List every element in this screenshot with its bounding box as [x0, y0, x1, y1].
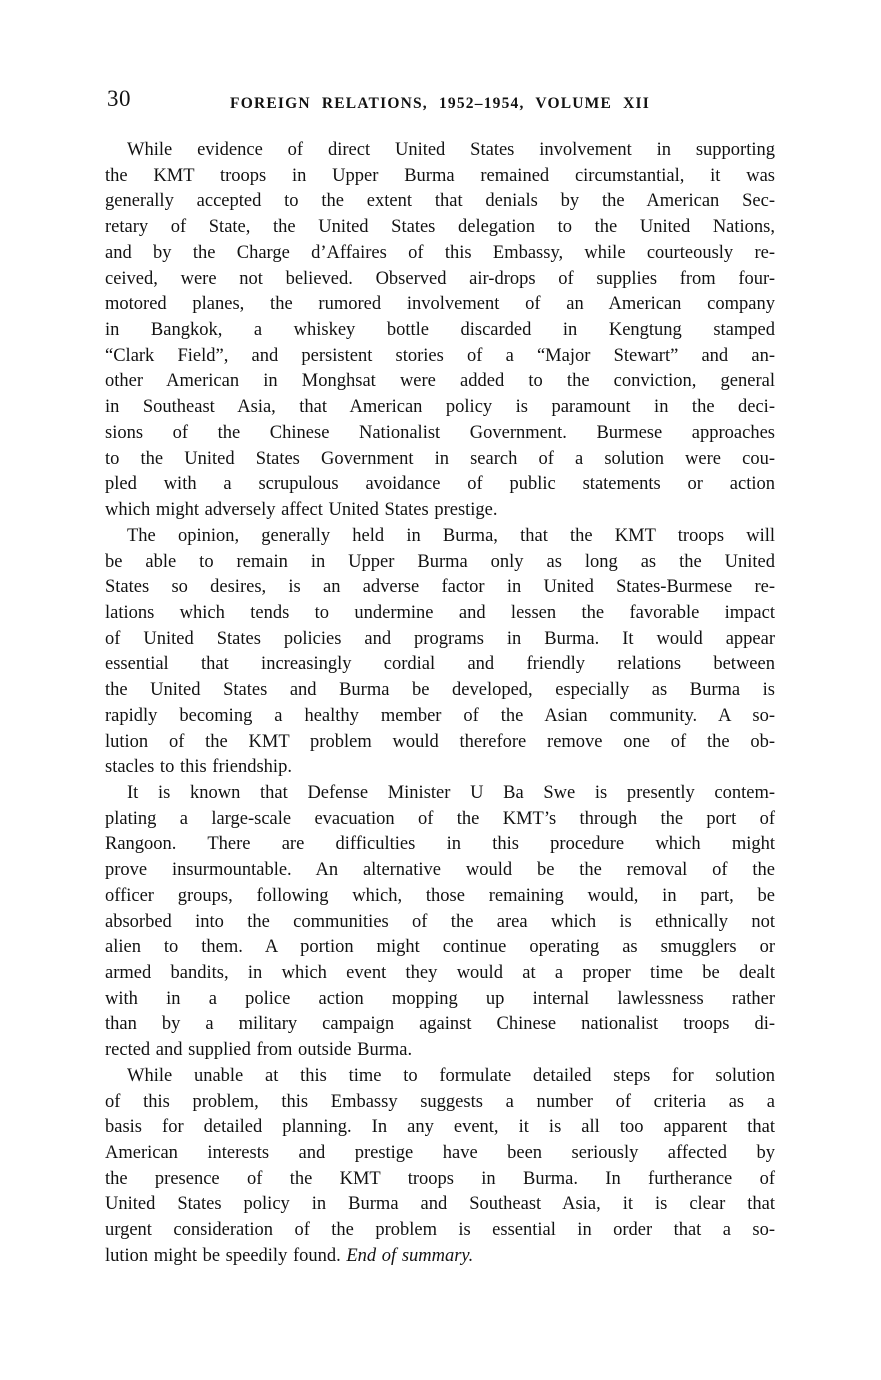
text-line: with in a police action mopping up internal lawlessness rather — [105, 988, 775, 1009]
text-line: officer groups, following which, those remaining would, in part, be — [105, 885, 775, 906]
text-line: of this problem, this Embassy suggests a number of criteria as a — [105, 1091, 775, 1112]
text-line: rected and supplied from outside Burma. — [105, 1040, 413, 1061]
text-line: other American in Monghsat were added to the conviction, general — [105, 371, 775, 392]
paragraph — [105, 1064, 775, 1270]
text-line: Rangoon. There are difficulties in this procedure which might — [105, 834, 775, 855]
text-line: the United States and Burma be developed, especially as Burma is — [105, 680, 775, 701]
page-number: 30 — [107, 86, 131, 111]
text-line: armed bandits, in which event they would at a proper time be dealt — [105, 963, 775, 983]
text-line: It is known that Defense Minister U Ba Swe is presently contem- — [127, 782, 775, 803]
text-line: essential that increasingly cordial and friendly relations between — [105, 654, 775, 675]
text-line: which might adversely affect United States prestige. — [105, 500, 498, 521]
end-of-summary-italic: End of summary. — [346, 1245, 474, 1266]
text-line: be able to remain in Upper Burma only as long as the United — [105, 551, 775, 572]
text-line: American interests and prestige have been seriously affected by — [105, 1143, 775, 1164]
text-line-plain: lution might be speedily found. — [105, 1245, 347, 1266]
text-line: United States policy in Burma and Southeast Asia, it is clear that — [105, 1194, 775, 1215]
text-line: absorbed into the communities of the area which is ethnically not — [105, 911, 775, 932]
text-line: the KMT troops in Upper Burma remained circumstantial, it was — [105, 165, 775, 186]
text-line: retary of State, the United States delegation to the United Nations, — [105, 217, 775, 238]
text-line: and by the Charge d’Affaires of this Embassy, while courteously re- — [105, 242, 775, 263]
text-line: The opinion, generally held in Burma, that the KMT troops will — [127, 525, 775, 546]
running-header: FOREIGN RELATIONS, 1952–1954, VOLUME XII — [230, 95, 650, 112]
paragraph — [105, 138, 775, 524]
text-line: prove insurmountable. An alternative would be the removal of the — [105, 860, 775, 881]
text-line: in Southeast Asia, that American policy is paramount in the deci- — [105, 397, 775, 418]
text-line: of United States policies and programs in Burma. It would appear — [105, 628, 775, 649]
text-line: motored planes, the rumored involvement of an American company — [105, 294, 775, 315]
text-line: pled with a scrupulous avoidance of public statements or action — [105, 474, 775, 495]
text-line: in Bangkok, a whiskey bottle discarded in Kengtung stamped — [105, 320, 775, 341]
page-header — [105, 88, 775, 118]
text-line: urgent consideration of the problem is essential in order that a so- — [105, 1220, 775, 1241]
text-line: “Clark Field”, and persistent stories of a “Major Stewart” and an- — [105, 345, 775, 366]
text-line — [105, 1244, 775, 1270]
text-line: lations which tends to undermine and lessen the favorable impact — [105, 602, 775, 623]
text-block — [105, 88, 775, 1270]
text-line: plating a large-scale evacuation of the KMT’s through the port of — [105, 808, 775, 829]
text-line: to the United States Government in search of a solution were cou- — [105, 448, 775, 469]
text-line: sions of the Chinese Nationalist Government. Burmese approaches — [105, 422, 775, 443]
text-line: ceived, were not believed. Observed air-drops of supplies from four- — [105, 268, 775, 289]
text-line: the presence of the KMT troops in Burma. In furtherance of — [105, 1168, 775, 1189]
text-line: rapidly becoming a healthy member of the Asian community. A so- — [105, 705, 775, 726]
text-line: alien to them. A portion might continue operating as smugglers or — [105, 937, 775, 958]
text-line: generally accepted to the extent that denials by the American Sec- — [105, 191, 775, 212]
text-line: States so desires, is an adverse factor in United States-Burmese re- — [105, 577, 775, 598]
paragraph — [105, 781, 775, 1064]
paragraph — [105, 524, 775, 781]
text-line: stacles to this friendship. — [105, 757, 292, 778]
text-line: basis for detailed planning. In any event, it is all too apparent that — [105, 1117, 775, 1138]
text-line: than by a military campaign against Chinese nationalist troops di- — [105, 1014, 775, 1035]
text-line: lution of the KMT problem would therefore remove one of the ob- — [105, 731, 775, 752]
text-line: While unable at this time to formulate detailed steps for solution — [127, 1065, 775, 1086]
body-text — [105, 138, 775, 1270]
text-line: While evidence of direct United States involvement in supporting — [127, 140, 775, 160]
